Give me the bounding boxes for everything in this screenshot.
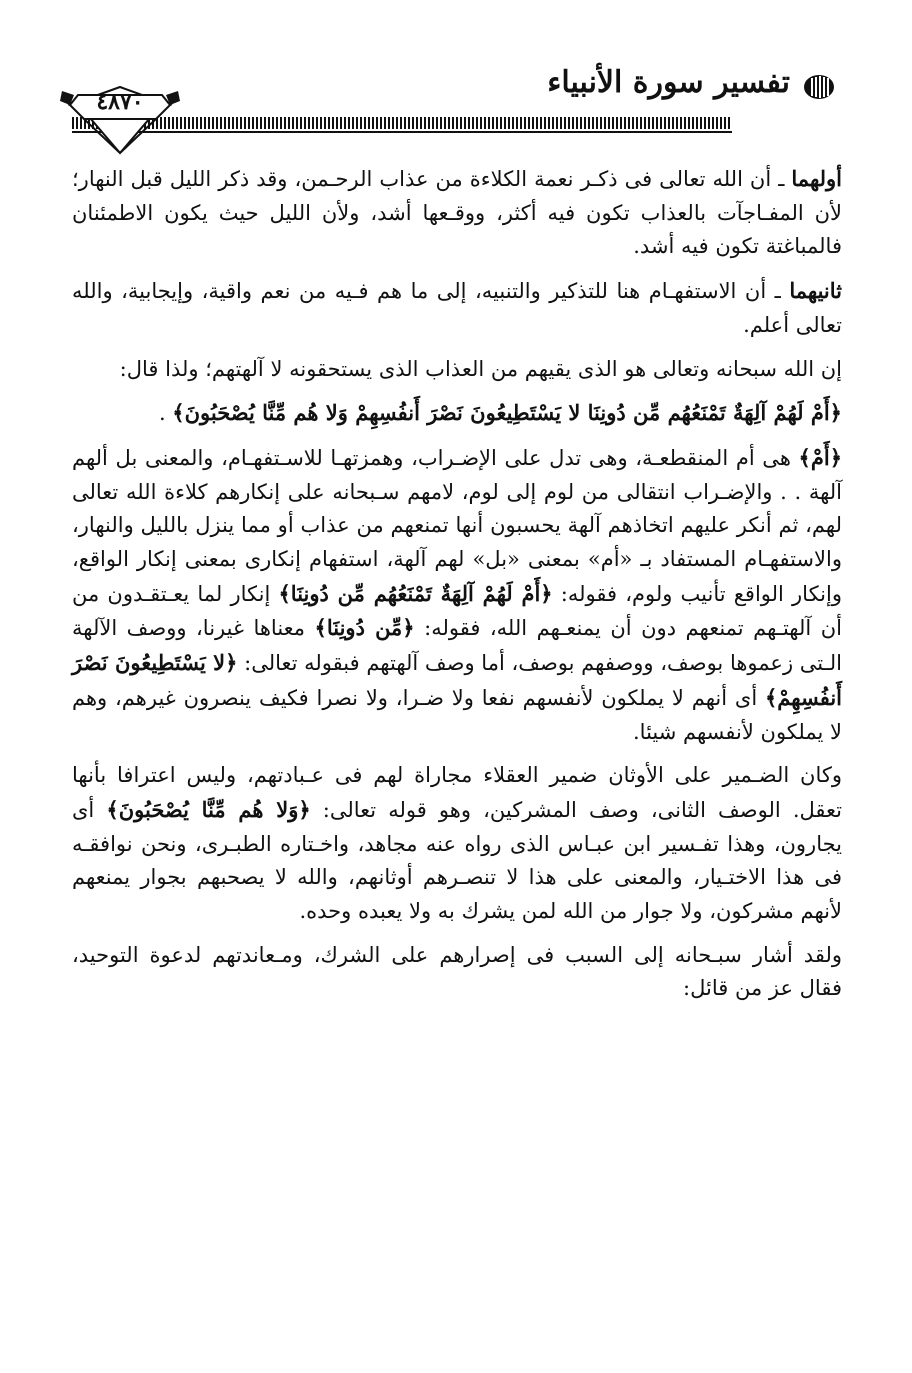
- paragraph-text: ـ أن الاستفهـام هنا للتذكير والتنبيه، إلى ما هم فـيه من نعم واقية، وإيجابية، والله تعالى أعلم.: [72, 279, 842, 337]
- text-segment: وكان الضـمير على الأوثان ضمير العقلاء مجاراة لهم فى عـبادتهم، وليس اعترافا بأنها تعقل. الوصف الثانى، وصف المشركين، وهو قوله تعالى:: [72, 763, 842, 822]
- paragraph-2: [72, 274, 842, 342]
- quote-segment: ﴿وَلا هُم مِّنَّا يُصْحَبُونَ﴾: [106, 796, 311, 822]
- quote-segment: ﴿مِّن دُونِنَا﴾: [314, 615, 415, 641]
- quote-segment: ﴿أَمْ﴾: [798, 444, 842, 470]
- text-segment: معناها غيرنا، ووصف الآلهة الـتى زعموها بوصف، ووصفهم بوصف، أما وصف آلهتهم فبقوله تعالى:: [72, 616, 842, 676]
- quote-segment: ﴿أَمْ لَهُمْ آلِهَةٌ تَمْنَعُهُم مِّن دُونِنَا﴾: [278, 580, 553, 606]
- paragraph-3: [72, 353, 842, 387]
- page-body: [72, 162, 842, 1016]
- paragraph-lead: ثانيهما: [789, 278, 842, 304]
- paragraph-1: [72, 162, 842, 264]
- ornament-icon: [802, 73, 836, 101]
- paragraph-text: إن الله سبحانه وتعالى هو الذى يقيهم من العذاب الذى يستحقونه لا آلهتهم؛ ولذا قال:: [119, 356, 842, 381]
- text-segment: أى يجارون، وهذا تفـسير ابن عبـاس الذى رواه عنه مجاهد، واخـتاره الطبـرى، ونحن نوافقـه فى هذا الاختـيار، والمعنى على هذا لا تنصـرهم أوثانهم، والله لا يصحبهم بجوار يمنعهم لأنهم مشركون، ولا جوار من الله لمن يشرك به ولا يعبده وحده.: [72, 797, 842, 924]
- paragraph-5: [72, 441, 842, 749]
- quote-segment: ﴿لا يَسْتَطِيعُونَ نَصْرَ أَنفُسِهِمْ﴾: [72, 650, 842, 710]
- page-number: ٤٨٧٠: [96, 89, 144, 115]
- running-title: تفسير سورة الأنبياء: [547, 65, 790, 100]
- paragraph-text: ولقد أشار سبـحانه إلى السبب فى إصرارهم على الشرك، ومـعاندتهم لدعوة التوحيد، فقال عز من قائل:: [72, 942, 842, 1001]
- paragraph-text: ـ أن الله تعالى فى ذكـر نعمة الكلاءة من عذاب الرحـمن، وقد ذكر الليل قبل النهار؛ لأن المفـاجآت بالعذاب تكون فيه أكثر، ووقـعها أشد، ولأن الليل حيث يكون الاطمئنان فالمباغتة تكون فيه أشد.: [72, 167, 842, 259]
- verse-text: ﴿أَمْ لَهُمْ آلِهَةٌ تَمْنَعُهُم مِّن دُونِنَا لا يَسْتَطِيعُونَ نَصْرَ أَنفُسِهِمْ وَلا هُم مِّنَّا يُصْحَبُونَ﴾: [172, 400, 842, 426]
- text-segment: أى أنهم لا يملكون لأنفسهم نفعا ولا ضـرا، ولا نصرا فكيف ينصرون غيرهم، وهم لا يملكون لأنفسهم شيئا.: [72, 685, 842, 744]
- quran-verse: [72, 396, 842, 431]
- text-segment: إنكار لما يعـتقـدون من أن آلهتـهم تمنعهم دون أن يمنعـهم الله، فقوله:: [72, 581, 842, 641]
- text-segment: هى أم المنقطعـة، وهى تدل على الإضـراب، وهمزتهـا للاسـتفهـام، والمعنى بل ألهم آلهة . . والإضـراب انتقالى من لوم إلى لوم، لامهم سـبحانه على إنكارهم كلاءة الله تعالى لهم، ثم أنكر عليهم اتخاذهم آلهة يحسبون أنها تمنعهم من عذاب أو مما ينزل بالليل والنهار، والاستفهـام المستفاد بـ «أم» بمعنى «بل» لهم آلهة، استفهام إنكارى بمعنى إنكار الواقع، وإنكار الواقع تأنيب ولوم، فقوله:: [72, 445, 842, 606]
- paragraph-6: [72, 759, 842, 929]
- paragraph-lead: أولهما: [791, 166, 842, 191]
- paragraph-7: [72, 939, 842, 1006]
- verse-end: .: [158, 401, 173, 426]
- page-header: [60, 55, 850, 155]
